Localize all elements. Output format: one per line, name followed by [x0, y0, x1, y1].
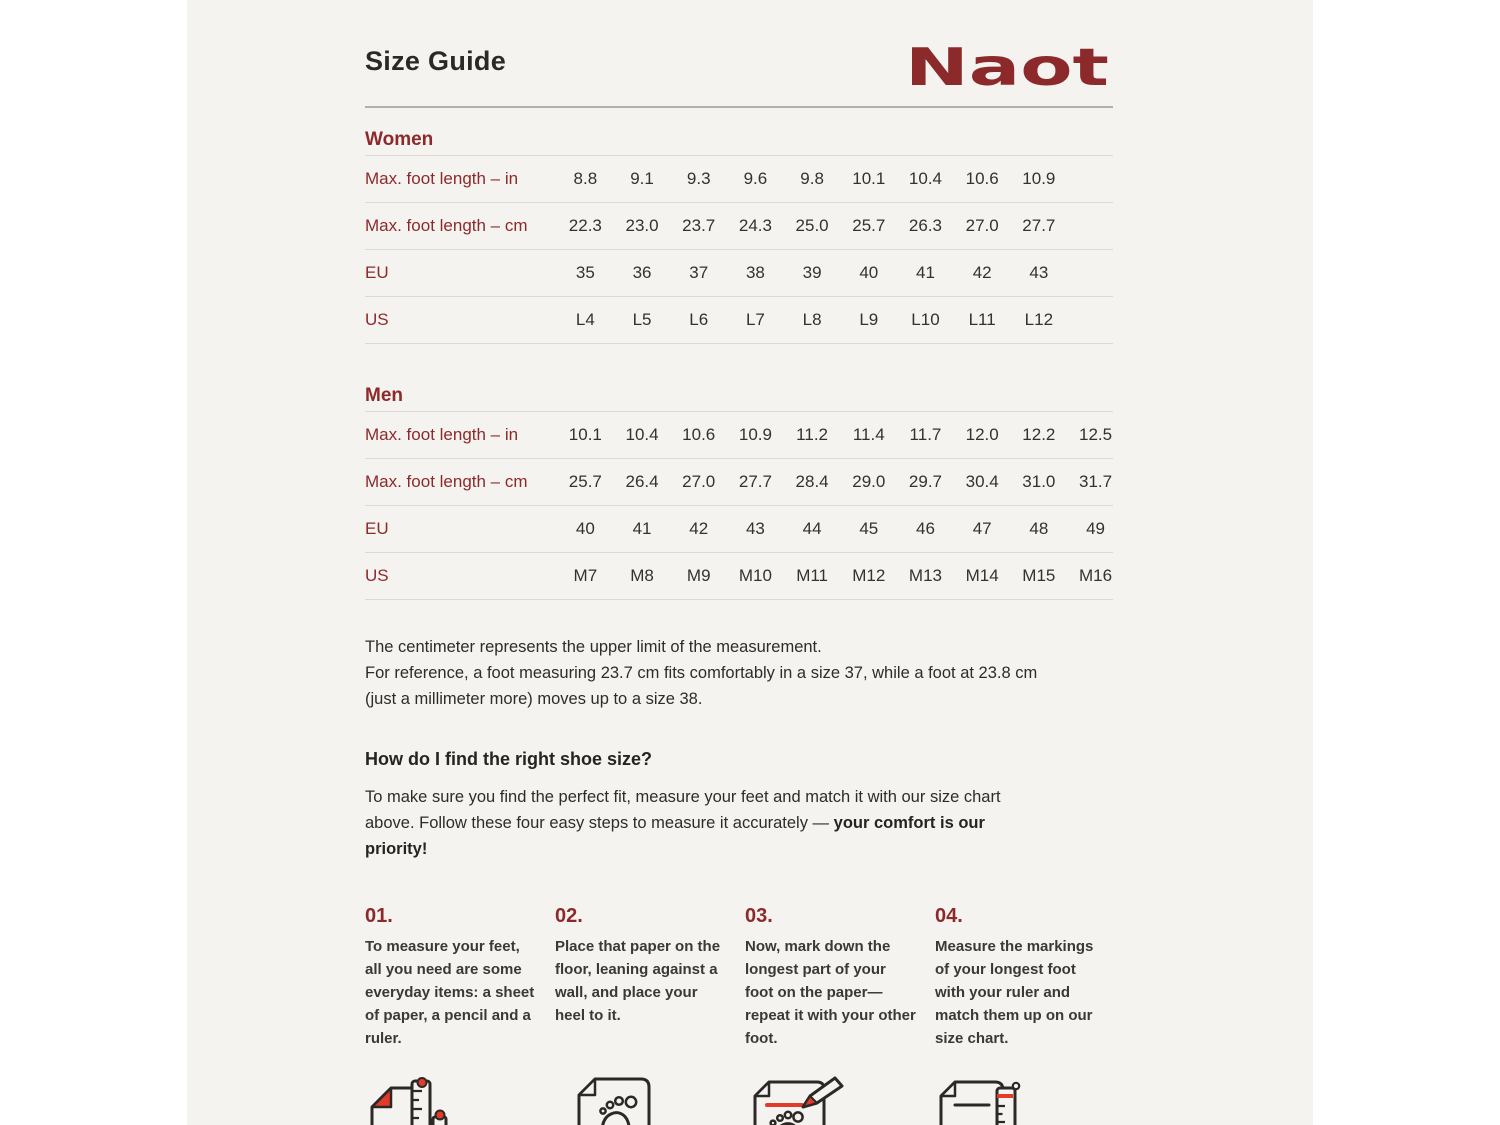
section-heading-women: Women	[365, 129, 434, 150]
table-row	[365, 297, 1113, 344]
table-row	[365, 250, 1113, 297]
how-to-intro	[365, 784, 1045, 862]
size-value: 9.3	[686, 169, 711, 188]
size-value: 10.4	[908, 169, 943, 188]
size-value: 25.0	[795, 216, 829, 235]
step-text: Now, mark down the longest part of your foot on the paper—repeat it with your other foot.	[745, 938, 916, 1047]
size-value: 40	[575, 519, 595, 538]
size-value: 11.4	[852, 425, 885, 444]
row-label: US	[365, 310, 389, 329]
size-value: 27.0	[682, 472, 716, 491]
size-value: M16	[1078, 566, 1113, 585]
table-row	[365, 506, 1113, 553]
size-value: 45	[859, 519, 879, 538]
size-value: M13	[908, 566, 942, 585]
row-label: US	[365, 566, 389, 585]
size-value: 47	[972, 519, 992, 538]
size-value: L7	[745, 310, 765, 329]
size-value: 10.9	[1022, 169, 1056, 188]
size-guide-canvas	[187, 0, 1313, 1125]
svg-text:Naot: Naot	[905, 40, 1109, 90]
step-1	[365, 904, 545, 1050]
step-text: Measure the markings of your longest foot with your ruler and match them up on our size chart.	[935, 938, 1094, 1047]
table-row	[365, 156, 1113, 203]
size-value: M9	[686, 566, 711, 585]
size-value: 26.3	[908, 216, 943, 235]
table-row	[365, 459, 1113, 506]
size-value: 10.1	[852, 169, 886, 188]
size-value: L5	[632, 310, 652, 329]
size-value: 9.8	[800, 169, 824, 188]
size-value: 12.0	[965, 425, 999, 444]
size-value: 27.7	[1022, 216, 1056, 235]
table-row	[365, 203, 1113, 250]
size-value: 35	[575, 263, 595, 282]
size-value: M12	[852, 566, 886, 585]
step-2	[555, 904, 735, 1050]
size-value: M7	[573, 566, 598, 585]
size-value: 26.4	[625, 472, 659, 491]
size-value: 10.4	[625, 425, 659, 444]
size-value: 36	[632, 263, 652, 282]
size-value: 37	[689, 263, 709, 282]
step-4	[935, 904, 1115, 1050]
size-value: L10	[911, 310, 940, 329]
step-number: 01.	[365, 905, 393, 927]
size-value: 12.2	[1022, 425, 1056, 444]
size-value: 10.9	[738, 425, 772, 444]
step-text: Place that paper on the floor, leaning against a wall, and place your heel to it.	[555, 938, 721, 1024]
size-value: 31.7	[1078, 472, 1113, 491]
size-value: 12.5	[1078, 425, 1113, 444]
size-value: 8.8	[573, 169, 598, 188]
size-value: L11	[968, 310, 996, 329]
how-to-intro-text: To make sure you find the perfect fit, measure your feet and match it with our size chart above. Follow these four easy steps to measure it accurately —	[365, 788, 1001, 832]
header	[365, 40, 1113, 88]
size-value: 30.4	[965, 472, 999, 491]
row-label: Max. foot length – in	[365, 169, 519, 188]
table-row	[365, 412, 1113, 459]
size-value: 11.2	[796, 425, 828, 444]
step-3	[745, 904, 925, 1050]
women-size-table	[365, 155, 1113, 344]
size-value: L6	[689, 310, 709, 329]
how-to-intro-emphasis: your comfort is our priority!	[365, 814, 985, 858]
size-value: 29.7	[908, 472, 943, 491]
size-value: 25.7	[852, 216, 886, 235]
step-number: 02.	[555, 905, 583, 927]
notes-line: For reference, a foot measuring 23.7 cm fits comfortably in a size 37, while a foot at 23.8 cm	[365, 664, 1038, 682]
size-value: 31.0	[1022, 472, 1056, 491]
size-value: 23.7	[682, 216, 716, 235]
paper-pencil-ruler-icon	[365, 1076, 457, 1125]
size-value: M10	[738, 566, 772, 585]
heel-on-paper-icon	[555, 1076, 673, 1125]
men-size-table	[365, 411, 1113, 600]
size-value: 48	[1029, 519, 1049, 538]
row-label: EU	[365, 519, 389, 538]
notes-line: The centimeter represents the upper limit of the measurement.	[365, 638, 822, 656]
size-value: L8	[802, 310, 822, 329]
size-value: 43	[1029, 263, 1049, 282]
step-number: 04.	[935, 905, 963, 927]
table-row	[365, 553, 1113, 600]
size-value: M8	[630, 566, 654, 585]
size-value: M14	[965, 566, 999, 585]
section-heading-men: Men	[365, 385, 403, 406]
how-to-heading: How do I find the right shoe size?	[365, 749, 652, 769]
row-label: Max. foot length – cm	[365, 216, 528, 235]
row-label: Max. foot length – cm	[365, 472, 528, 491]
size-value: 10.6	[965, 169, 999, 188]
size-value: 10.6	[682, 425, 716, 444]
size-value: 43	[745, 519, 765, 538]
steps	[365, 904, 1113, 1050]
size-value: 38	[745, 263, 765, 282]
mark-foot-pencil-icon	[745, 1076, 853, 1125]
size-value: M11	[796, 566, 828, 585]
size-value: 10.1	[568, 425, 602, 444]
row-label: Max. foot length – in	[365, 425, 519, 444]
size-value: 39	[802, 263, 822, 282]
size-value: 25.7	[568, 472, 602, 491]
size-value: 11.7	[909, 425, 942, 444]
size-value: 9.6	[743, 169, 768, 188]
size-value: L12	[1024, 310, 1054, 329]
size-value: 27.0	[965, 216, 999, 235]
row-label: EU	[365, 263, 389, 282]
size-value: 42	[689, 519, 709, 538]
size-value: 27.7	[738, 472, 772, 491]
measurement-notes	[365, 634, 1113, 712]
measure-markings-ruler-icon	[935, 1074, 1027, 1125]
size-value: M15	[1022, 566, 1056, 585]
step-icons	[365, 1074, 1113, 1125]
step-number: 03.	[745, 905, 773, 927]
size-value: L9	[859, 310, 879, 329]
size-value: 42	[972, 263, 992, 282]
naot-logo	[901, 40, 1113, 90]
size-value: 41	[916, 263, 935, 282]
notes-line: (just a millimeter more) moves up to a size 38.	[365, 690, 703, 708]
size-value: L4	[575, 310, 595, 329]
size-value: 29.0	[852, 472, 886, 491]
size-value: 23.0	[625, 216, 659, 235]
size-value: 41	[632, 519, 652, 538]
size-value: 44	[802, 519, 822, 538]
size-value: 9.1	[630, 169, 654, 188]
size-value: 24.3	[738, 216, 772, 235]
size-value: 46	[916, 519, 935, 538]
size-value: 28.4	[795, 472, 829, 491]
size-value: 22.3	[568, 216, 602, 235]
step-text: To measure your feet, all you need are some everyday items: a sheet of paper, a pencil and a ruler.	[365, 938, 535, 1047]
size-value: 40	[859, 263, 879, 282]
header-divider	[365, 106, 1113, 108]
size-value: 49	[1086, 519, 1105, 538]
page-title: Size Guide	[365, 46, 507, 76]
